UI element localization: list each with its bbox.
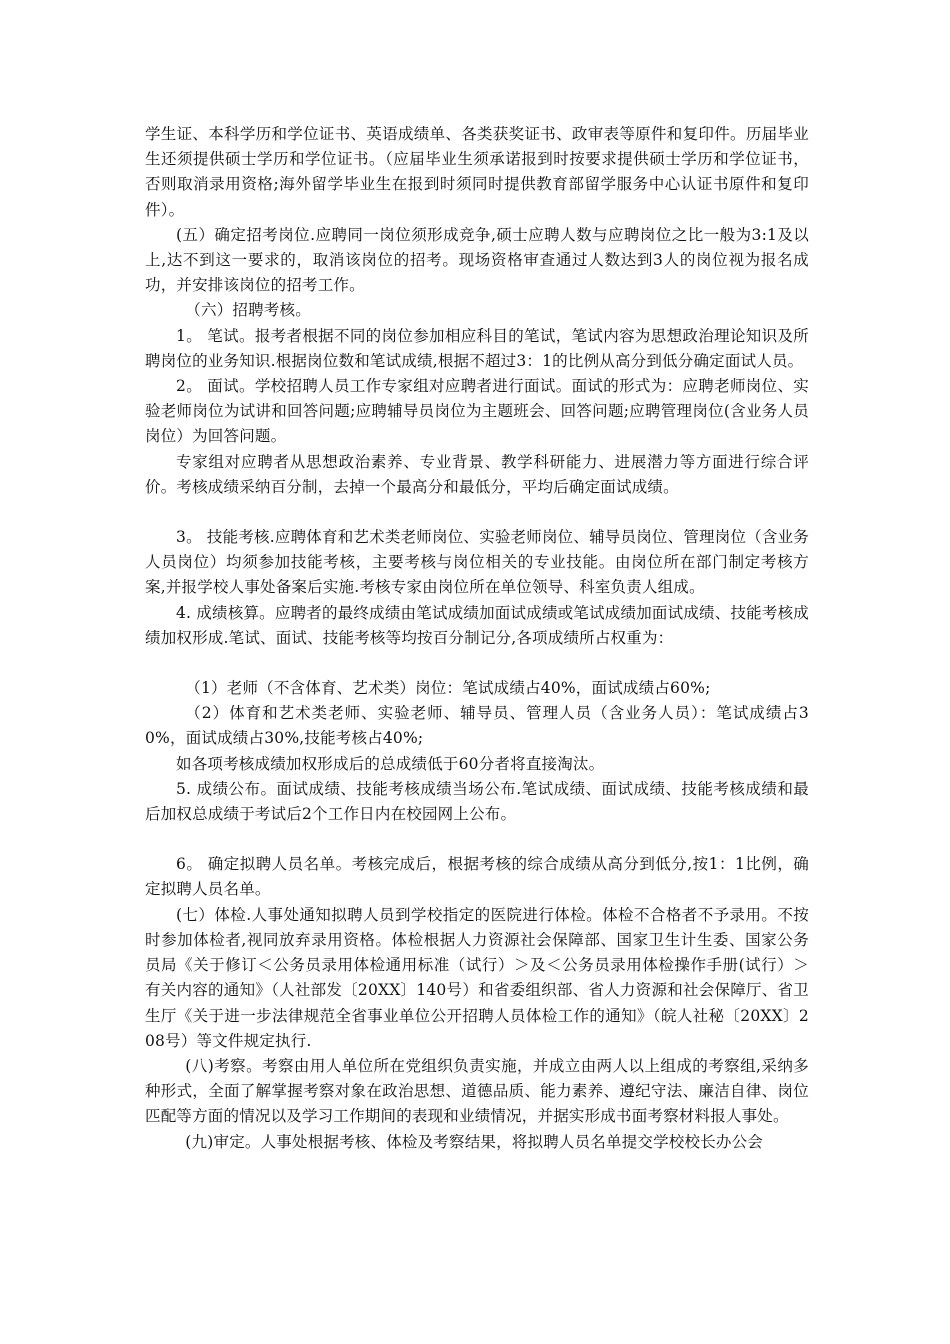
- paragraph-skills-assessment: 3。 技能考核.应聘体育和艺术类老师岗位、实验老师岗位、辅导员岗位、管理岗位（含业务人员岗位）均须参加技能考核，主要考核与岗位相关的专业技能。由岗位所在部门制定考核方案,并报学校人事处备案后实施.考核专家由岗位所在单位领导、科室负责人组成。: [145, 528, 809, 597]
- paragraph-score-calculation: 4. 成绩核算。应聘者的最终成绩由笔试成绩加面试成绩或笔试成绩加面试成绩、技能考核成绩加权形成.笔试、面试、技能考核等均按百分制记分,各项成绩所占权重为：: [145, 603, 809, 647]
- document-page: [145, 122, 809, 1155]
- list-item-other-weights: （2）体育和艺术类老师、实验老师、辅导员、管理人员（含业务人员）：笔试成绩占30%，面试成绩占30%,技能考核占40%;: [145, 704, 809, 748]
- list-item-teacher-weights: （1）老师（不含体育、艺术类）岗位：笔试成绩占40%，面试成绩占60%;: [185, 679, 711, 698]
- paragraph-candidate-list: 6。 确定拟聘人员名单。考核完成后，根据考核的综合成绩从高分到低分,按1：1比例，确定拟聘人员名单。: [145, 855, 809, 899]
- section-heading-6-assessment: （六）招聘考核。: [185, 301, 311, 320]
- paragraph-elimination-rule: 如各项考核成绩加权形成后的总成绩低于60分者将直接淘汰。: [176, 754, 605, 773]
- paragraph-interview: 2。 面试。学校招聘人员工作专家组对应聘者进行面试。面试的形式为：应聘老师岗位、实验老师岗位为试讲和回答问题;应聘辅导员岗位为主题班会、回答问题;应聘管理岗位(含业务人员岗位）为回答问题。: [145, 377, 809, 446]
- paragraph-section-7-medical: (七）体检.人事处通知拟聘人员到学校指定的医院进行体检。体检不合格者不予录用。不按时参加体检者,视同放弃录用资格。体检根据人力资源社会保障部、国家卫生计生委、国家公务员局《关于修订＜公务员录用体检通用标准（试行）＞及＜公务员录用体检操作手册(试行）＞有关内容的通知》（人社部发〔20XX〕140号）和省委组织部、省人力资源和社会保障厅、省卫生厅《关于进一步法律规范全省事业单位公开招聘人员体检工作的通知》（皖人社秘〔20XX〕208号）等文件规定执行.: [145, 905, 809, 1050]
- paragraph-section-5-positions: (五）确定招考岗位.应聘同一岗位须形成竞争,硕士应聘人数与应聘岗位之比一般为3:1及以上,达不到这一要求的，取消该岗位的招考。现场资格审查通过人数达到3人的岗位视为报名成功，并安排该岗位的招考工作。: [145, 225, 809, 295]
- paragraph-score-publication: 5. 成绩公布。面试成绩、技能考核成绩当场公布.笔试成绩、面试成绩、技能考核成绩和最后加权总成绩于考试后2个工作日内在校园网上公布。: [145, 779, 809, 824]
- paragraph-section-9-approval: (九)审定。人事处根据考核、体检及考察结果，将拟聘人员名单提交学校校长办公会: [185, 1132, 763, 1151]
- paragraph-documents-required: 学生证、本科学历和学位证书、英语成绩单、各类获奖证书、政审表等原件和复印件。历届毕业生还须提供硕士学历和学位证书。（应届毕业生须承诺报到时按要求提供硕士学历和学位证书，否则取消录用资格;海外留学毕业生在报到时须同时提供教育部留学服务中心认证书原件和复印件）。: [145, 125, 809, 219]
- paragraph-expert-evaluation: 专家组对应聘者从思想政治素养、专业背景、教学科研能力、进展潜力等方面进行综合评价。考核成绩采纳百分制，去掉一个最高分和最低分，平均后确定面试成绩。: [145, 452, 809, 496]
- paragraph-section-8-inspection: (八)考察。考察由用人单位所在党组织负责实施，并成立由两人以上组成的考察组,采纳多种形式，全面了解掌握考察对象在政治思想、道德品质、能力素养、遵纪守法、廉洁自律、岗位匹配等方面的情况以及学习工作期间的表现和业绩情况，并据实形成书面考察材料报人事处。: [145, 1056, 809, 1126]
- paragraph-written-exam: 1。 笔试。报考者根据不同的岗位参加相应科目的笔试，笔试内容为思想政治理论知识及所聘岗位的业务知识.根据岗位数和笔试成绩,根据不超过3：1的比例从高分到低分确定面试人员。: [145, 326, 809, 370]
